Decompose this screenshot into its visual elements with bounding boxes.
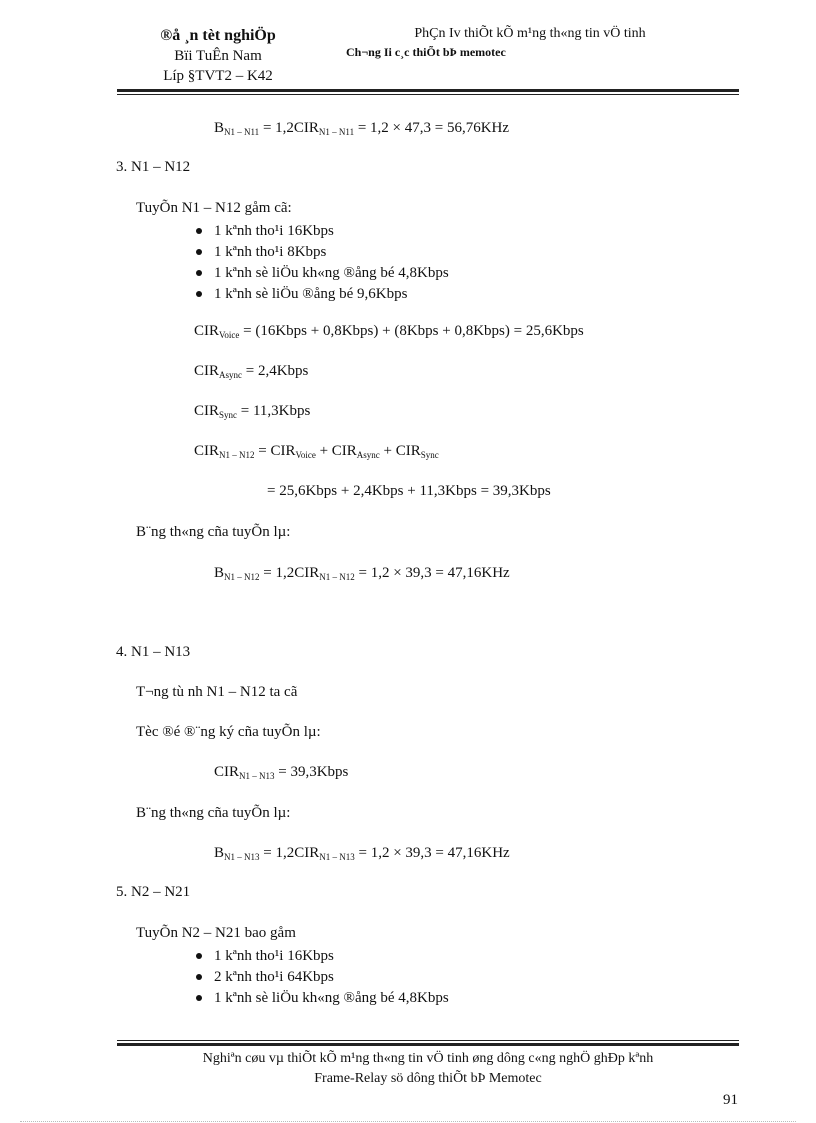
equation-cir-voice: $CIR_{Voice}$ = (16Kbps + 0,8Kbps) + (8Kbps + 0,8Kbps) = 25,6Kbps (194, 323, 584, 340)
footer-rule-thick (117, 1043, 739, 1046)
section-4-heading: 4. N1 – N13 (116, 644, 191, 660)
list-item: 1 kªnh tho¹i 8Kbps (194, 242, 449, 263)
list-item: 1 kªnh sè liÖu kh«ng ®ång bé 4,8Kbps (194, 263, 449, 284)
footer-line-1: Nghiªn cøu vµ thiÕt kÕ m¹ng th«ng tin vÖ tinh øng dông c«ng nghÖ ghÐp kªnh (202, 1051, 654, 1066)
section-3-intro: TuyÕn N1 – N12 gåm cã: (136, 200, 292, 216)
page-edge (20, 1121, 796, 1122)
list-item: 1 kªnh sè liÖu kh«ng ®ång bé 4,8Kbps (194, 988, 449, 1009)
equation-b-n13: $B_{N1 - N13} = 1,2CIR_{N1 - N13} = 1,2 \times 39,3 = 47,16KHz$ (214, 845, 510, 862)
equation-cir-sync: $CIR_{Sync}$ = 11,3Kbps (194, 403, 311, 420)
header-rule-thick (117, 89, 739, 92)
section-5-list (194, 946, 449, 1009)
section-3-heading: 3. N1 – N12 (116, 159, 191, 175)
header-right (330, 24, 730, 62)
list-item: 1 kªnh sè liÖu ®ång bé 9,6Kbps (194, 284, 449, 305)
author-name: Bïi TuÊn Nam (174, 48, 262, 64)
class-name: Líp §TVT2 – K42 (163, 68, 273, 84)
equation-cir-n12: $CIR_{N1 - N12} = CIR_{Voice} + CIR_{Async} + CIR_{Sync}$ (194, 443, 439, 460)
bandwidth-label: B¨ng th«ng cña tuyÕn lµ: (136, 805, 291, 821)
section-5-intro: TuyÕn N2 – N21 bao gåm (136, 925, 296, 941)
header-rule-thin (117, 94, 739, 95)
equation-cir-async: $CIR_{Async}$ = 2,4Kbps (194, 363, 309, 380)
equation-cir-n13: $CIR_{N1 - N13}$ = 39,3Kbps (214, 764, 349, 781)
section-5-heading: 5. N2 – N21 (116, 884, 191, 900)
list-item: 1 kªnh tho¹i 16Kbps (194, 946, 449, 967)
footer (117, 1049, 739, 1089)
header-left (138, 26, 298, 86)
equation-b-n12: $B_{N1 - N12} = 1,2CIR_{N1 - N12} = 1,2 \times 39,3 = 47,16KHz$ (214, 565, 510, 582)
section-3-list (194, 221, 449, 305)
part-title: PhÇn Iv thiÕt kÕ m¹ng th«ng tin vÖ tinh (414, 26, 646, 41)
bandwidth-label: B¨ng th«ng cña tuyÕn lµ: (136, 524, 291, 540)
list-item: 2 kªnh tho¹i 64Kbps (194, 967, 449, 988)
section-4-line-2: Tèc ®é ®¨ng ký cña tuyÕn lµ: (136, 724, 321, 740)
chapter-title: Ch¬ng Ii c¸c thiÕt bÞ memotec (346, 45, 506, 59)
page-number: 91 (723, 1092, 738, 1108)
footer-line-2: Frame-Relay sö dông thiÕt bÞ Memotec (314, 1071, 542, 1086)
footer-rule-thin (117, 1040, 739, 1041)
report-title: ®å ¸n tèt nghiÖp (160, 27, 276, 44)
equation-b-n11: $B_{N1 - N11} = 1,2CIR_{N1 - N11} = 1,2 \times 47,3 = 56,76KHz$ (214, 120, 510, 137)
list-item: 1 kªnh tho¹i 16Kbps (194, 221, 449, 242)
equation-cir-n12-result: = 25,6Kbps + 2,4Kbps + 11,3Kbps = 39,3Kbps (267, 483, 551, 499)
section-4-line-1: T¬ng tù nh N1 – N12 ta cã (136, 684, 298, 700)
